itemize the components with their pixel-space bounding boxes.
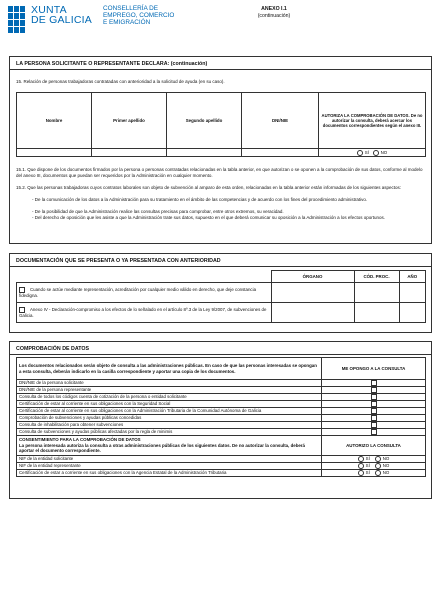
col-name: Nombre: [17, 93, 92, 149]
cell-second-surname[interactable]: [167, 149, 242, 157]
verification-intro: Los documentos relacionados serán objeto de consulta a las administraciones públicas. En caso de que las personas interesadas se opongan a esta consulta, deberán indicarlo en la casilla correspondiente y aportar una copia de los documentos.: [17, 358, 322, 380]
annex-title: ANEXO I.1: [261, 6, 287, 12]
documentation-table: [16, 270, 426, 323]
oppose-checkbox[interactable]: [371, 429, 377, 435]
oppose-checkbox[interactable]: [371, 415, 377, 421]
data-verification-section: [9, 341, 432, 499]
bullet-2: - De la posibilidad de que la Administración realice las consultas precisas para comprobar, entre otros extremos, su veracidad.: [32, 209, 284, 214]
col-authorize: AUTORIZA LA COMPROBACIÓN DE DATOS. De no autorizar la consulta, deberá acercar los documentos correspondientes según el anexo III.: [319, 93, 426, 149]
bullet-1: - De la comunicación de los datos a la Administración para su tratamiento en el ámbito de las competencias y de acuerdo con los fines del procedimiento administrativo.: [32, 197, 368, 202]
logo-line-1: XUNTA: [31, 4, 67, 16]
code-field[interactable]: [354, 283, 399, 303]
verification-row: Certificación de estar al corriente en sus obligaciones con la Administración Tributaria de la Comunidad Autónoma de Galicia: [17, 408, 322, 415]
col-proc-code: CÓD. PROC.: [354, 271, 399, 283]
doc-row-annex-iv: Anexo IV - Declaración-compromiso a los efectos de lo señalado en el artículo 8º.3 de la Ley 9/2007, de subvenciones de Galicia.: [17, 303, 272, 323]
oppose-checkbox[interactable]: [371, 408, 377, 414]
consent-text: La persona interesada autoriza la consulta a otras administraciones públicas de los siguientes datos. De no autorizar la consulta, deberá aportar el documento correspondiente.: [19, 442, 305, 454]
dept-line-1: CONSELLERÍA DE: [103, 5, 159, 12]
oppose-checkbox[interactable]: [371, 401, 377, 407]
verification-row: Consulta de todos los códigos cuenta de cotización de la persona o entidad solicitante: [17, 394, 322, 401]
department-name: [103, 5, 193, 27]
paragraph-15-2: 15.2. Que las personas trabajadoras cuyos contratos laborales son objeto de subvención al amparo de esta orden, relacionadas en la tabla anterior están informadas de los siguientes aspectos:: [16, 185, 401, 190]
annex-subtitle: (continuación): [257, 12, 291, 19]
yes-label: SÍ: [364, 149, 369, 155]
cell-name[interactable]: [17, 149, 92, 157]
verification-row: DNI/NIE de la persona representante: [17, 387, 322, 394]
oppose-header: ME OPONGO A LA CONSULTA: [322, 358, 426, 380]
authorize-options: [319, 149, 426, 157]
verification-row: Certificación de estar al corriente en sus obligaciones con la Seguridad Social: [17, 401, 322, 408]
year-field[interactable]: [399, 283, 426, 303]
verification-row: Comprobación de subvenciones y ayudas públicas concedidas: [17, 415, 322, 422]
consent-row: NIF de la entidad solicitante: [17, 456, 322, 463]
oppose-checkbox[interactable]: [371, 387, 377, 393]
oppose-checkbox[interactable]: [371, 394, 377, 400]
col-year: AÑO: [399, 271, 426, 283]
code-field[interactable]: [354, 303, 399, 323]
organ-field[interactable]: [271, 303, 354, 323]
col-second-surname: Segundo apellido: [167, 93, 242, 149]
logo-line-2: DE GALICIA: [31, 14, 92, 26]
documentation-section: [9, 253, 432, 333]
consent-yes-radio[interactable]: [358, 470, 364, 476]
year-field[interactable]: [399, 303, 426, 323]
dept-line-3: E EMIGRACIÓN: [103, 19, 151, 27]
verification-row: DNI/NIE de la persona solicitante: [17, 380, 322, 387]
organ-field[interactable]: [271, 283, 354, 303]
consent-row: NIF de la entidad representante: [17, 463, 322, 470]
section-title: DOCUMENTACIÓN QUE SE PRESENTA O YA PRESENTADA CON ANTERIORIDAD: [10, 254, 431, 267]
workers-table: [16, 92, 426, 157]
consent-no-radio[interactable]: [375, 470, 381, 476]
authorize-header: AUTORIZO LA CONSULTA: [322, 436, 426, 456]
authorize-no-radio[interactable]: [373, 150, 379, 156]
verification-table: Los documentos relacionados serán objeto de consulta a las administraciones públicas. En caso de que las personas interesadas se opongan a esta consulta, deberán indicarlo en la casilla correspondiente y aportar una copia de los documentos. ME OPONGO A LA CONSULTA DNI/NIE de la persona solicitante DNI/NIE de la persona representante Consulta de todos los códigos cuenta de cotización de la persona o entidad solicitante Certificación de estar al corriente en sus obligaciones con la Seguridad Social Certificación de estar al corriente en sus obligaciones con la Administración Tributaria de la Comunidad Autónoma de Galicia Comprobación de subvenciones y ayudas públicas concedidas Consulta de inhabilitación para obtener subvenciones Consulta de subvenciones y ayudas públicas afectadas por la regla de minimis CONSENTIMIENTO PARA LA COMPROBACIÓN DE DATOS La persona interesada autoriza la consulta a otras administraciones públicas de los siguientes datos. De no autorizar la consulta, deberá aportar el documento correspondiente. AUTORIZO LA CONSULTA NIF de la entidad solicitante SÍ NO NIF de la entidad representante SÍ NO Certificación de estar a corriente en sus obligaciones con la Agencia Estatal de la Administración Tributaria SÍ NO: [16, 357, 426, 477]
xunta-logo: [8, 4, 100, 44]
paragraph-15-1: 15.1. Que dispone de los documentos firmados por la persona o personas contratadas relacionadas en la tabla anterior, en que autorizan o se oponen a la comprobación de sus datos, conforme al modelo del anexo III, documentos que puedan ser requeridos por la Administración en cualquier momento.: [16, 167, 423, 178]
oppose-checkbox[interactable]: [371, 422, 377, 428]
dept-line-2: EMPREGO, COMERCIO: [103, 12, 175, 20]
bullet-3: - Del derecho de oposición que les asiste a que la Administración trate sus datos, supuesto en el que deberá comunicar su oposición a la Administración a los efectos oportunos.: [32, 215, 385, 220]
consent-no-radio[interactable]: [375, 456, 381, 462]
consent-yes-radio[interactable]: [358, 456, 364, 462]
annex-label: [244, 6, 304, 19]
consent-yes-radio[interactable]: [358, 463, 364, 469]
section-title: COMPROBACIÓN DE DATOS: [10, 342, 431, 355]
doc-row-representation: Cuando se actúe mediante representación, acreditación por cualquier medio válido en derecho, que deje constancia fidedigna.: [17, 283, 272, 303]
paragraph-15: 15. Relación de personas trabajadoras contratadas con anterioridad a la solicitud de ayuda (en su caso).: [16, 79, 225, 84]
declaration-section: [9, 56, 432, 244]
col-organ: ÓRGANO: [271, 271, 354, 283]
col-first-surname: Primer apellido: [92, 93, 167, 149]
no-label: NO: [380, 149, 388, 155]
oppose-checkbox[interactable]: [371, 380, 377, 386]
cell-dni[interactable]: [242, 149, 319, 157]
section-title: LA PERSONA SOLICITANTE O REPRESENTANTE DECLARA: (continuación): [10, 57, 431, 70]
col-dni: DNI/NIE: [242, 93, 319, 149]
consent-block: [17, 436, 322, 456]
consent-title: CONSENTIMIENTO PARA LA COMPROBACIÓN DE DATOS: [19, 437, 141, 443]
consent-no-radio[interactable]: [375, 463, 381, 469]
verification-row: Consulta de inhabilitación para obtener subvenciones: [17, 422, 322, 429]
xunta-emblem-icon: [8, 6, 26, 36]
verification-row: Consulta de subvenciones y ayudas públicas afectadas por la regla de minimis: [17, 429, 322, 436]
cell-first-surname[interactable]: [92, 149, 167, 157]
authorize-yes-radio[interactable]: [357, 150, 363, 156]
consent-row: Certificación de estar a corriente en sus obligaciones con la Agencia Estatal de la Administración Tributaria: [17, 470, 322, 477]
